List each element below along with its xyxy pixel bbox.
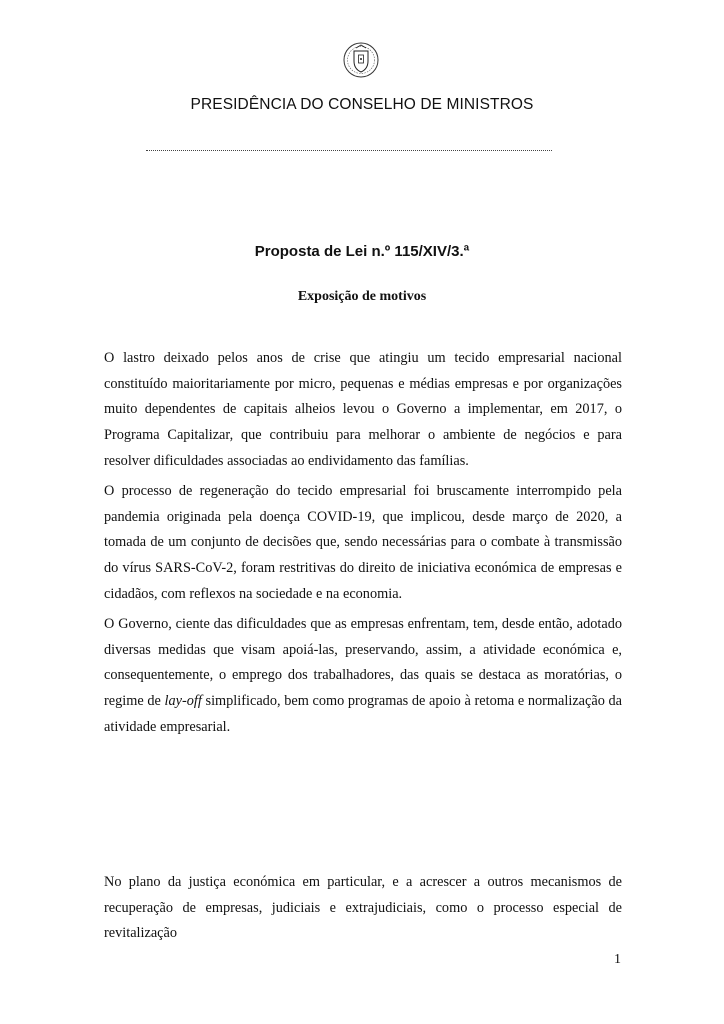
paragraph-3-text-end: simplificado, bem como programas de apoio à retoma e normalização da atividade empresarial. xyxy=(104,693,622,735)
ministry-header-title: PRESIDÊNCIA DO CONSELHO DE MINISTROS xyxy=(190,96,534,113)
dotted-separator xyxy=(146,150,552,151)
proposal-title: Proposta de Lei n.º 115/XIV/3.ª xyxy=(254,243,470,260)
section-title: Exposição de motivos xyxy=(297,289,427,304)
paragraph-4: No plano da justiça económica em particular, e a acrescer a outros mecanismos de recuperação de empresas, judiciais e extrajudiciais, como o processo especial de revitalização xyxy=(104,874,622,942)
paragraph-3 xyxy=(104,612,622,741)
paragraph-1: O lastro deixado pelos anos de crise que atingiu um tecido empresarial nacional constituído maioritariamente por micro, pequenas e médias empresas e por organizações muito dependentes de capitais alheios levou o Governo a implementar, em 2017, o Programa Capitalizar, que contribuiu para melhorar o ambiente de negócios e para resolver dificuldades associadas ao endividamento das famílias. xyxy=(104,350,622,469)
coat-of-arms-seal-icon xyxy=(342,40,380,80)
page-number: 1 xyxy=(614,952,621,967)
paragraph-3-text-start: O Governo, ciente das dificuldades que as empresas enfrentam, tem, desde então, adotado diversas medidas que visam apoiá-las, preservando, assim, a atividade económica e, consequentemente, o emprego dos trabalhadores, das quais se destaca as moratórias, o regime de xyxy=(104,616,622,710)
lay-off-term: lay-off xyxy=(164,693,202,710)
paragraph-2: O processo de regeneração do tecido empresarial foi bruscamente interrompido pela pandemia originada pela doença COVID-19, que implicou, desde março de 2020, a tomada de um conjunto de decisões que, sendo necessárias para o combate à transmissão do vírus SARS-CoV-2, foram restritivas do direito de iniciativa económica de empresas e cidadãos, com reflexos na sociedade e na economia. xyxy=(104,483,622,602)
